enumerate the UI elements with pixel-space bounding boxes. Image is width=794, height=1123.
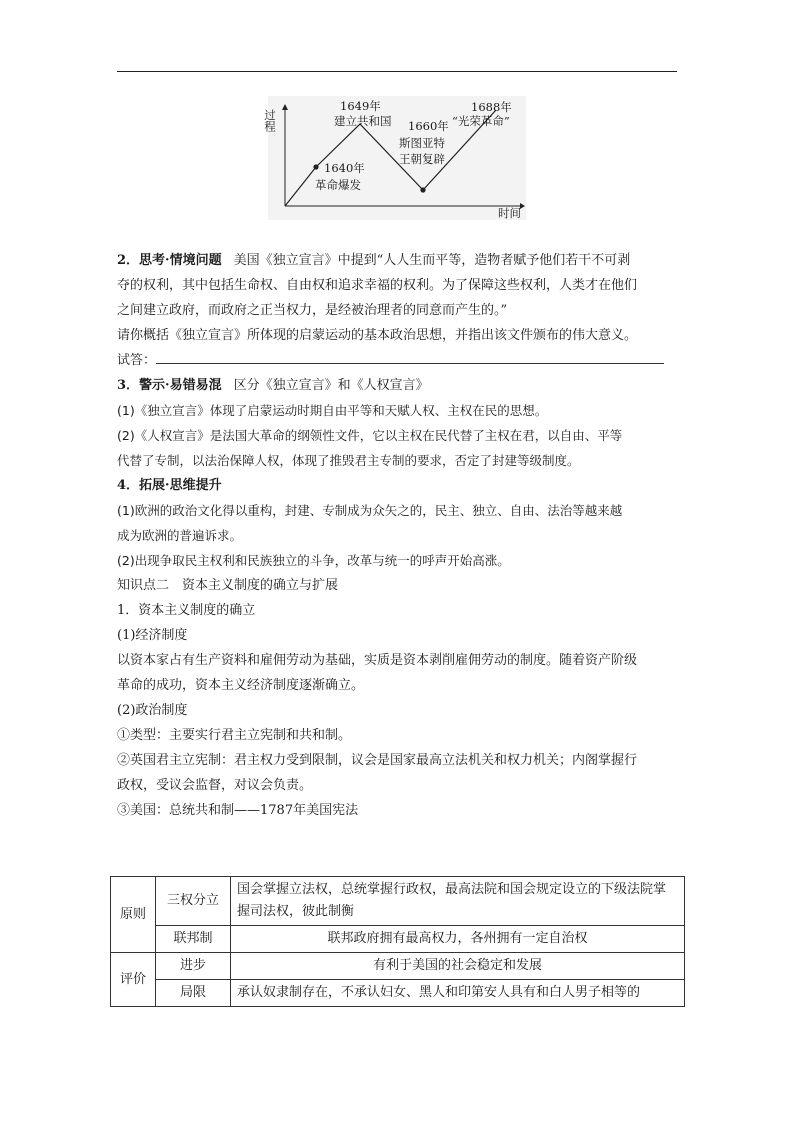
event-1649-label: 建立共和国 bbox=[334, 114, 392, 128]
event-1660-label: 斯图亚特 bbox=[399, 136, 445, 150]
section2-line-1: 美国《独立宣言》中提到“人人生而平等，造物者赋予他们若干不可剥 bbox=[233, 253, 631, 268]
table-row-label: 局限 bbox=[156, 980, 231, 1007]
table-cell: 承认奴隶制存在，不承认妇女、黑人和印第安人具有和白人男子相等的 bbox=[231, 980, 685, 1007]
event-1640-year: 1640年 bbox=[324, 161, 365, 175]
answer-label: 试答： bbox=[117, 353, 157, 368]
section3-subtitle: 区分《独立宣言》和《人权宣言》 bbox=[233, 378, 429, 393]
event-point-1640 bbox=[313, 164, 318, 169]
answer-row bbox=[117, 348, 683, 373]
section2-line-2: 夺的权利，其中包括生命权、自由权和追求幸福的权利。为了保障这些权利，人类才在他们 bbox=[117, 278, 638, 293]
table-row bbox=[111, 926, 685, 953]
timeline-svg bbox=[263, 96, 526, 220]
table-row-label: 三权分立 bbox=[156, 877, 231, 926]
event-1660-label-2: 王朝复辟 bbox=[399, 152, 445, 166]
event-1660-year: 1660年 bbox=[408, 119, 449, 133]
us-constitution-table bbox=[110, 876, 685, 1007]
table-row bbox=[111, 980, 685, 1007]
x-axis-label: 时间 bbox=[498, 206, 521, 220]
section2-line-3: 之间建立政府，而政府之正当权力，是经被治理者的同意而产生的。” bbox=[117, 303, 508, 318]
section4-line-2: 成为欧洲的普遍诉求。 bbox=[117, 528, 243, 543]
section3-line-3: 代替了专制，以法治保障人权，体现了推毁君主专制的要求，否定了封建等级制度。 bbox=[117, 453, 580, 468]
event-1688-year: 1688年 bbox=[471, 100, 512, 114]
event-1649-year: 1649年 bbox=[340, 99, 381, 113]
section2-line-4: 请你概括《独立宣言》所体现的启蒙运动的基本政治思想，并指出该文件颁布的伟大意义。 bbox=[117, 328, 638, 343]
section3-line-1: (1)《独立宣言》体现了启蒙运动时期自由平等和天赋人权、主权在民的思想。 bbox=[117, 403, 548, 418]
economic-line-2: 革命的成功，资本主义经济制度逐渐确立。 bbox=[117, 678, 365, 693]
table-row bbox=[111, 877, 685, 926]
table-row-label: 进步 bbox=[156, 953, 231, 980]
political-line-3: 政权，受议会监督，对议会负责。 bbox=[117, 778, 313, 793]
section4-line-1: (1)欧洲的政治文化得以重构，封建、专制成为众矢之的，民主、独立、自由、法治等越来越 bbox=[117, 503, 623, 518]
political-system-heading: (2)政治制度 bbox=[117, 703, 188, 718]
subsection-1-title: 1．资本主义制度的确立 bbox=[117, 603, 256, 618]
political-line-4: ③美国：总统共和制——1787年美国宪法 bbox=[117, 803, 359, 818]
answer-input-line[interactable] bbox=[156, 349, 664, 364]
section2-heading: 2．思考·情境问题 bbox=[117, 253, 222, 268]
economic-system-heading: (1)经济制度 bbox=[117, 628, 188, 643]
y-axis-arrow-icon bbox=[282, 104, 288, 110]
page-content bbox=[117, 248, 683, 823]
table-group-evaluation: 评价 bbox=[111, 953, 156, 1007]
table-row-label: 联邦制 bbox=[156, 926, 231, 953]
section2-first-line bbox=[117, 248, 683, 273]
section4-line-3: (2)出现争取民主权利和民族独立的斗争，改革与统一的呼声开始高涨。 bbox=[117, 553, 510, 568]
political-line-1: ①类型：主要实行君主立宪制和共和制。 bbox=[117, 728, 352, 743]
y-axis-label: 过程 bbox=[263, 109, 277, 132]
economic-line-1: 以资本家占有生产资料和雇佣劳动为基础，实质是资本剥削雇佣劳动的制度。随着资产阶级 bbox=[117, 653, 638, 668]
table-row bbox=[111, 953, 685, 980]
table-cell: 国会掌握立法权，总统掌握行政权，最高法院和国会规定设立的下级法院掌握司法权，彼此制衡 bbox=[231, 877, 685, 926]
political-line-2: ②英国君主立宪制：君主权力受到限制，议会是国家最高立法机关和权力机关；内阁掌握行 bbox=[117, 753, 638, 768]
knowledge-point-title: 知识点二 资本主义制度的确立与扩展 bbox=[117, 578, 339, 593]
header-rule bbox=[117, 71, 677, 72]
event-1688-label: “光荣革命” bbox=[452, 114, 510, 128]
event-point-1660 bbox=[420, 187, 425, 192]
table-group-principles: 原则 bbox=[111, 877, 156, 953]
english-revolution-timeline-figure bbox=[263, 96, 526, 220]
section3-line-2: (2)《人权宣言》是法国大革命的纲领性文件，它以主权在民代替了主权在君，以自由、平等 bbox=[117, 428, 623, 443]
section3-first-line bbox=[117, 373, 683, 398]
table-cell: 联邦政府拥有最高权力，各州拥有一定自治权 bbox=[231, 926, 685, 953]
event-1640-label: 革命爆发 bbox=[315, 178, 361, 192]
section3-heading: 3．警示·易错易混 bbox=[117, 378, 222, 393]
section4-heading: 4．拓展·思维提升 bbox=[117, 478, 222, 493]
table-cell: 有利于美国的社会稳定和发展 bbox=[231, 953, 685, 980]
